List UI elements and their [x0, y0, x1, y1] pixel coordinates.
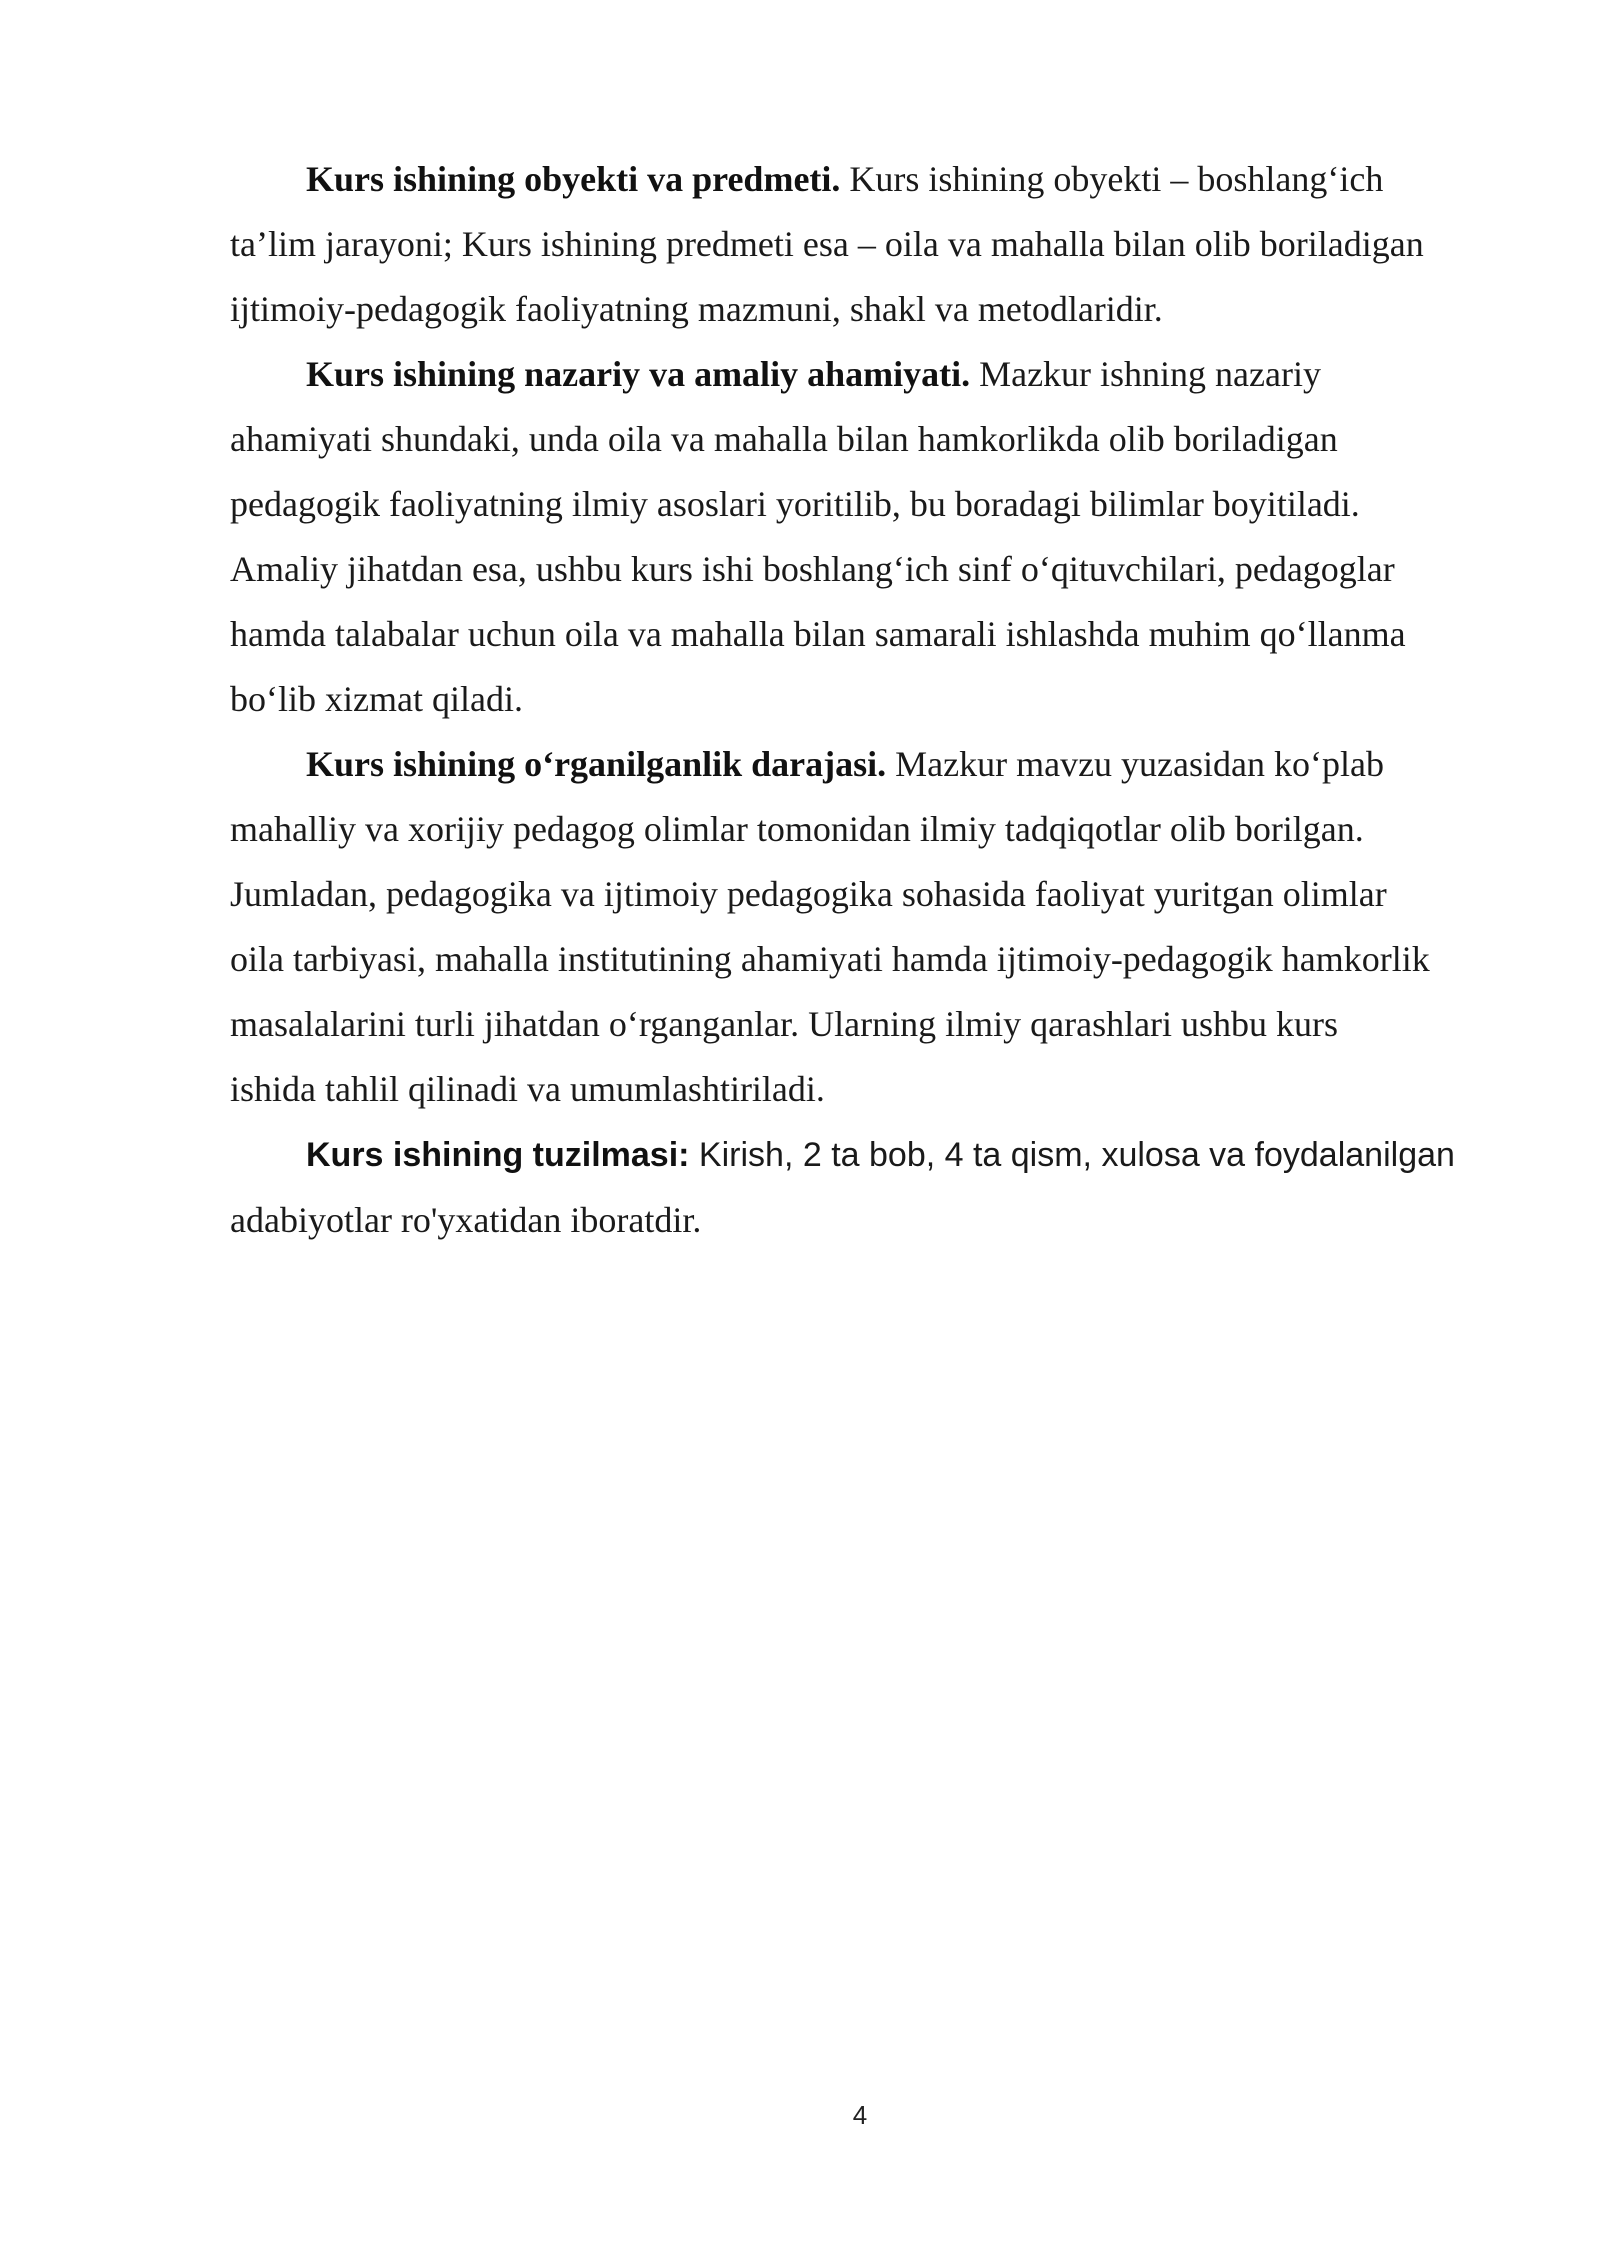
paragraph-study-degree	[230, 732, 1530, 1122]
page-number: 4	[852, 2100, 868, 2130]
paragraph-significance	[230, 342, 1530, 732]
paragraph-line: pedagogik faoliyatning ilmiy asoslari yoritilib, bu boradagi bilimlar boyitiladi.	[230, 484, 1360, 524]
paragraph-heading: Kurs ishining nazariy va amaliy ahamiyati.	[306, 354, 971, 394]
paragraph-line	[230, 147, 1530, 212]
paragraph-line: ta’lim jarayoni; Kurs ishining predmeti esa – oila va mahalla bilan olib boriladigan	[230, 224, 1424, 264]
paragraph-line: oila tarbiyasi, mahalla institutining ahamiyati hamda ijtimoiy-pedagogik hamkorlik	[230, 939, 1430, 979]
paragraph-heading: Kurs ishining o‘rganilganlik darajasi.	[306, 744, 887, 784]
body-text	[230, 147, 1530, 1253]
paragraph-line: Amaliy jihatdan esa, ushbu kurs ishi boshlang‘ich sinf o‘qituvchilari, pedagoglar	[230, 549, 1395, 589]
paragraph-line: ahamiyati shundaki, unda oila va mahalla bilan hamkorlikda olib boriladigan	[230, 419, 1338, 459]
paragraph-line: ishida tahlil qilinadi va umumlashtiriladi.	[230, 1069, 825, 1109]
paragraph-heading: Kurs ishining tuzilmasi:	[306, 1136, 690, 1174]
paragraph-text: Kurs ishining obyekti – boshlang‘ich	[840, 159, 1384, 199]
paragraph-line: ijtimoiy-pedagogik faoliyatning mazmuni, shakl va metodlaridir.	[230, 289, 1163, 329]
paragraph-line: masalalarini turli jihatdan o‘rganganlar. Ularning ilmiy qarashlari ushbu kurs	[230, 1004, 1339, 1044]
paragraph-structure	[230, 1122, 1530, 1253]
paragraph-line	[230, 1122, 1530, 1188]
paragraph-line: mahalliy va xorijiy pedagog olimlar tomonidan ilmiy tadqiqotlar olib borilgan.	[230, 809, 1364, 849]
paragraph-object-subject	[230, 147, 1530, 342]
paragraph-line: bo‘lib xizmat qiladi.	[230, 679, 523, 719]
paragraph-line: adabiyotlar ro'yxatidan iboratdir.	[230, 1200, 702, 1240]
paragraph-line: hamda talabalar uchun oila va mahalla bilan samarali ishlashda muhim qo‘llanma	[230, 614, 1406, 654]
paragraph-heading: Kurs ishining obyekti va predmeti.	[306, 159, 841, 199]
paragraph-line	[230, 342, 1530, 407]
paragraph-text: Mazkur ishning nazariy	[970, 354, 1321, 394]
paragraph-text: Kirish, 2 ta bob, 4 ta qism, xulosa va foydalanilgan	[689, 1136, 1455, 1174]
paragraph-text: Mazkur mavzu yuzasidan ko‘plab	[886, 744, 1384, 784]
paragraph-line: Jumladan, pedagogika va ijtimoiy pedagogika sohasida faoliyat yuritgan olimlar	[230, 874, 1387, 914]
paragraph-line	[230, 732, 1530, 797]
